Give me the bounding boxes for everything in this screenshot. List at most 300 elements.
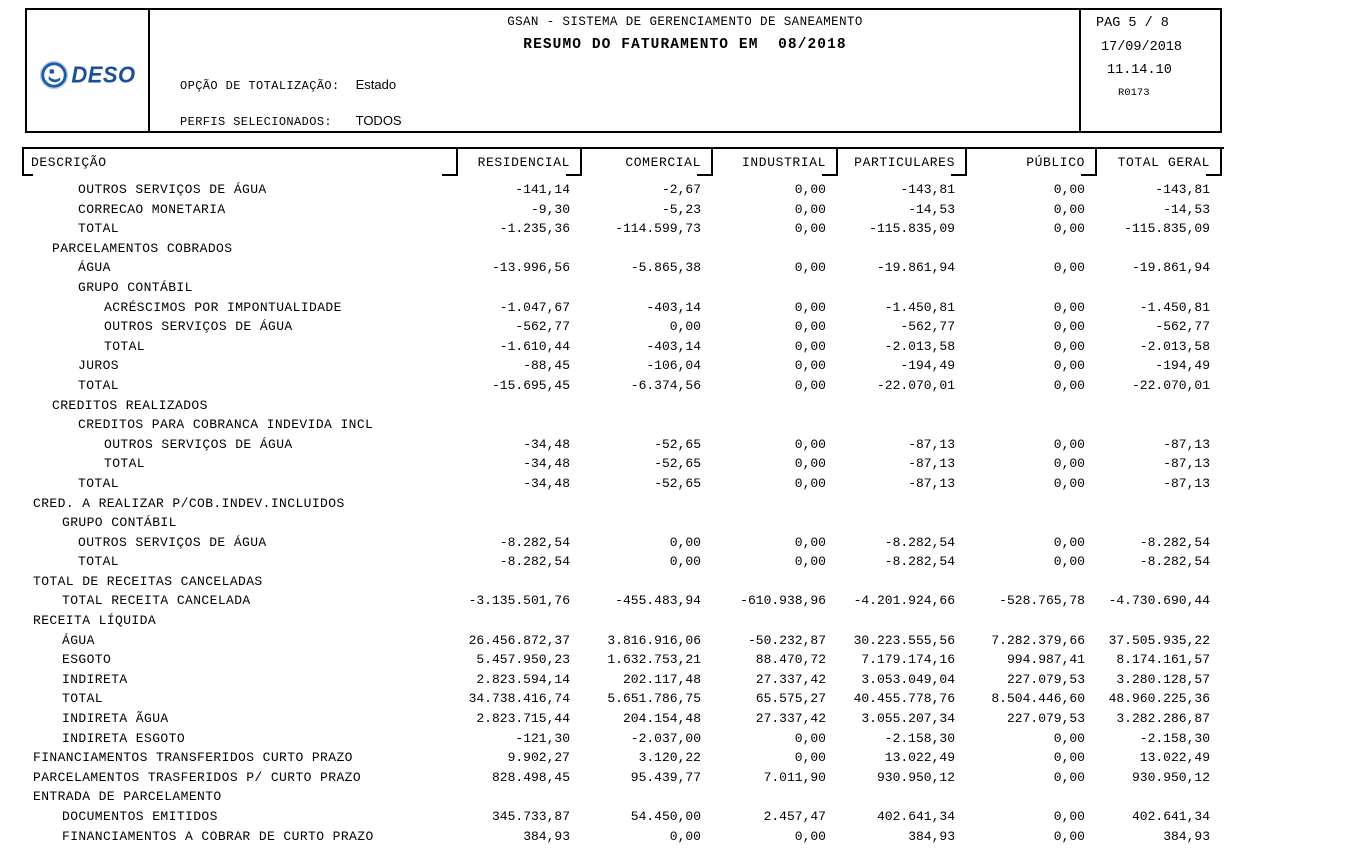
table-header: [22, 147, 1224, 180]
row-description: TOTAL: [104, 456, 146, 472]
table-row: [22, 200, 1224, 220]
row-value: 0,00: [1053, 456, 1085, 472]
row-value: -610.938,96: [740, 593, 826, 609]
table-row: [22, 396, 1224, 416]
row-value: 0,00: [1053, 299, 1085, 315]
row-value: [967, 415, 1097, 435]
row-value: [838, 611, 967, 631]
row-value: -115.835,09: [1124, 221, 1210, 237]
row-value: 3.053.049,04: [861, 671, 955, 687]
logo-box: [27, 10, 150, 131]
header-bracket: [22, 149, 33, 176]
row-value: 2.457,47: [763, 809, 826, 824]
row-value: -455.483,94: [615, 593, 701, 609]
row-value: -2.013,58: [1139, 338, 1210, 354]
row-value: -5,23: [661, 201, 701, 217]
row-value: 3.816.916,06: [607, 632, 701, 648]
row-value: -9,30: [530, 201, 570, 217]
row-value: -4.201.924,66: [853, 593, 955, 609]
row-description: OUTROS SERVIÇOS DE ÁGUA: [78, 534, 267, 550]
row-value: -114.599,73: [615, 221, 701, 237]
row-value: [967, 513, 1097, 533]
row-value: 0,00: [669, 319, 701, 335]
row-value: -87,13: [908, 436, 955, 452]
row-value: -106,04: [646, 358, 701, 374]
row-value: 0,00: [794, 475, 826, 491]
row-value: 0,00: [669, 554, 701, 570]
row-value: 0,00: [794, 201, 826, 217]
row-value: [713, 396, 838, 416]
row-value: 994.987,41: [1006, 652, 1085, 668]
table-row: [22, 729, 1224, 749]
row-value: -34,48: [523, 436, 570, 452]
row-value: -14,53: [1163, 201, 1210, 217]
row-value: [458, 239, 582, 259]
row-description: ACRÉSCIMOS POR IMPONTUALIDADE: [104, 299, 342, 315]
row-value: -19.861,94: [876, 260, 955, 276]
row-description: JUROS: [78, 358, 120, 374]
row-value: [967, 396, 1097, 416]
row-value: [582, 513, 713, 533]
row-value: [582, 787, 713, 807]
row-value: 37.505.935,22: [1108, 632, 1210, 648]
deso-logo-icon: [39, 60, 69, 90]
row-value: [458, 787, 582, 807]
row-value: 7.011,90: [763, 769, 826, 785]
row-value: -34,48: [523, 475, 570, 491]
row-value: 0,00: [794, 554, 826, 570]
row-value: -194,49: [900, 358, 955, 374]
row-value: -13.996,56: [491, 260, 570, 276]
row-value: -87,13: [908, 456, 955, 472]
row-description: ENTRADA DE PARCELAMENTO: [33, 789, 222, 805]
row-value: [1097, 396, 1222, 416]
header-bracket: [1081, 149, 1097, 176]
table-row: [22, 415, 1224, 435]
table-row: [22, 474, 1224, 494]
row-value: 5.651.786,75: [607, 691, 701, 707]
row-value: [458, 278, 582, 298]
row-value: [713, 611, 838, 631]
row-value: 0,00: [794, 182, 826, 197]
row-value: -141,14: [515, 182, 570, 197]
row-description: TOTAL DE RECEITAS CANCELADAS: [33, 573, 263, 589]
row-value: 930.950,12: [1131, 769, 1210, 785]
row-value: 65.575,27: [755, 691, 826, 707]
row-value: 8.504.446,60: [991, 691, 1085, 707]
row-value: -143,81: [900, 182, 955, 197]
row-value: 2.823.594,14: [476, 671, 570, 687]
row-value: 95.439,77: [630, 769, 701, 785]
column-header: PÚBLICO: [1026, 155, 1085, 170]
row-value: 204.154,48: [622, 711, 701, 727]
row-value: [967, 787, 1097, 807]
row-description: PARCELAMENTOS COBRADOS: [52, 240, 233, 256]
row-value: 0,00: [794, 358, 826, 374]
page-info-box: [1079, 10, 1220, 131]
row-value: [458, 611, 582, 631]
row-value: -52,65: [654, 436, 701, 452]
row-value: [1097, 239, 1222, 259]
row-value: [1097, 787, 1222, 807]
row-value: 0,00: [1053, 338, 1085, 354]
row-value: -8.282,54: [1139, 554, 1210, 570]
row-value: 0,00: [669, 828, 701, 844]
row-description: ÁGUA: [62, 632, 95, 648]
totalization-label: OPÇÃO DE TOTALIZAÇÃO:: [180, 79, 340, 93]
row-value: -1.047,67: [499, 299, 570, 315]
row-value: [582, 494, 713, 514]
row-value: 402.641,34: [876, 809, 955, 824]
row-value: [582, 278, 713, 298]
row-description: OUTROS SERVIÇOS DE ÁGUA: [78, 182, 267, 197]
row-value: -8.282,54: [499, 534, 570, 550]
row-description: DOCUMENTOS EMITIDOS: [62, 809, 218, 824]
page-number: PAG 5 / 8: [1096, 16, 1169, 31]
row-value: -562,77: [1155, 319, 1210, 335]
table-row: [22, 317, 1224, 337]
row-value: [967, 494, 1097, 514]
column-header: PARTICULARES: [854, 155, 955, 170]
row-value: -87,13: [908, 475, 955, 491]
row-value: [967, 572, 1097, 592]
table-row: [22, 239, 1224, 259]
row-description: TOTAL RECEITA CANCELADA: [62, 593, 251, 609]
row-description: GRUPO CONTÁBIL: [62, 515, 177, 531]
row-value: 0,00: [794, 319, 826, 335]
row-value: 30.223.555,56: [853, 632, 955, 648]
row-description: ESGOTO: [62, 652, 112, 668]
system-title: GSAN - SISTEMA DE GERENCIAMENTO DE SANEAMENTO: [507, 15, 863, 29]
table-row: [22, 689, 1224, 709]
row-value: 0,00: [669, 534, 701, 550]
row-description: TOTAL: [62, 691, 104, 707]
row-value: 345.733,87: [491, 809, 570, 824]
table-row: [22, 552, 1224, 572]
row-value: 0,00: [1053, 828, 1085, 844]
row-value: -87,13: [1163, 456, 1210, 472]
row-value: 0,00: [794, 377, 826, 393]
row-value: 48.960.225,36: [1108, 691, 1210, 707]
row-value: 3.280.128,57: [1116, 671, 1210, 687]
row-description: TOTAL: [104, 338, 146, 354]
row-description: OUTROS SERVIÇOS DE ÁGUA: [104, 436, 293, 452]
table-row: [22, 180, 1224, 200]
row-description: CORRECAO MONETARIA: [78, 201, 226, 217]
row-value: [838, 494, 967, 514]
table-row: [22, 807, 1224, 827]
row-value: -8.282,54: [884, 534, 955, 550]
row-value: [1097, 572, 1222, 592]
row-value: 3.120,22: [638, 750, 701, 766]
row-value: [582, 611, 713, 631]
row-value: -22.070,01: [876, 377, 955, 393]
row-description: TOTAL: [78, 554, 120, 570]
profiles-value: TODOS: [355, 113, 402, 128]
row-value: 27.337,42: [755, 711, 826, 727]
header-bracket: [951, 149, 967, 176]
column-header: INDUSTRIAL: [741, 155, 826, 170]
row-value: 3.282.286,87: [1116, 711, 1210, 727]
row-value: -403,14: [646, 338, 701, 354]
row-value: -1.235,36: [499, 221, 570, 237]
row-value: [582, 396, 713, 416]
row-value: -2.158,30: [1139, 730, 1210, 746]
row-value: [713, 415, 838, 435]
row-value: 0,00: [1053, 182, 1085, 197]
row-value: -2,67: [661, 182, 701, 197]
table-row: [22, 650, 1224, 670]
table-row: [22, 454, 1224, 474]
report-header: [25, 8, 1222, 133]
row-description: CREDITOS REALIZADOS: [52, 397, 208, 413]
row-value: [838, 572, 967, 592]
row-value: 0,00: [1053, 769, 1085, 785]
deso-logo: [39, 60, 135, 90]
row-value: [838, 278, 967, 298]
row-value: 0,00: [794, 221, 826, 237]
row-value: [582, 415, 713, 435]
row-description: FINANCIAMENTOS A COBRAR DE CURTO PRAZO: [62, 828, 374, 844]
column-header: TOTAL GERAL: [1117, 155, 1210, 170]
billing-summary-table: [22, 147, 1224, 846]
row-value: [967, 611, 1097, 631]
row-value: -143,81: [1155, 182, 1210, 197]
table-row: [22, 768, 1224, 788]
row-value: -22.070,01: [1131, 377, 1210, 393]
row-value: -8.282,54: [499, 554, 570, 570]
row-value: 0,00: [794, 436, 826, 452]
row-value: -52,65: [654, 475, 701, 491]
row-value: -50.232,87: [747, 632, 826, 648]
row-value: -5.865,38: [630, 260, 701, 276]
row-value: -87,13: [1163, 475, 1210, 491]
row-value: 0,00: [794, 260, 826, 276]
table-row: [22, 709, 1224, 729]
row-value: -88,45: [523, 358, 570, 374]
row-value: 5.457.950,23: [476, 652, 570, 668]
row-value: 54.450,00: [630, 809, 701, 824]
column-header: DESCRIÇÃO: [31, 155, 107, 170]
table-row: [22, 278, 1224, 298]
row-value: 0,00: [1053, 436, 1085, 452]
row-value: 88.470,72: [755, 652, 826, 668]
table-header-row: [22, 149, 1224, 178]
row-value: 0,00: [794, 828, 826, 844]
row-value: [1097, 415, 1222, 435]
row-value: 227.079,53: [1006, 711, 1085, 727]
row-value: [713, 239, 838, 259]
row-value: -19.861,94: [1131, 260, 1210, 276]
row-value: 0,00: [1053, 809, 1085, 824]
row-value: 0,00: [1053, 534, 1085, 550]
row-description: GRUPO CONTÁBIL: [78, 279, 193, 295]
row-value: -403,14: [646, 299, 701, 315]
row-value: [582, 239, 713, 259]
row-value: -121,30: [515, 730, 570, 746]
table-row: [22, 513, 1224, 533]
row-value: 0,00: [1053, 201, 1085, 217]
row-value: [582, 572, 713, 592]
row-value: 0,00: [794, 730, 826, 746]
header-center: [150, 10, 1220, 131]
row-description: CREDITOS PARA COBRANCA INDEVIDA INCL: [78, 417, 374, 433]
row-value: [1097, 513, 1222, 533]
row-value: 384,93: [908, 828, 955, 844]
report-code: R0173: [1118, 87, 1150, 99]
header-bracket: [442, 149, 458, 176]
deso-logo-text: DESO: [71, 60, 136, 88]
row-value: 0,00: [794, 299, 826, 315]
table-row: [22, 572, 1224, 592]
row-value: 0,00: [1053, 221, 1085, 237]
row-value: 34.738.416,74: [468, 691, 570, 707]
row-value: [458, 513, 582, 533]
row-value: [458, 396, 582, 416]
column-header: RESIDENCIAL: [477, 155, 570, 170]
row-value: -4.730.690,44: [1108, 593, 1210, 609]
row-value: [713, 278, 838, 298]
row-value: 227.079,53: [1006, 671, 1085, 687]
table-row: [22, 376, 1224, 396]
table-row: [22, 258, 1224, 278]
row-value: [838, 396, 967, 416]
row-value: [458, 572, 582, 592]
row-value: 402.641,34: [1131, 809, 1210, 824]
totalization-param: [180, 76, 396, 94]
table-row: [22, 219, 1224, 239]
row-value: 0,00: [794, 456, 826, 472]
header-bracket: [1206, 149, 1222, 176]
row-value: [838, 239, 967, 259]
row-description: OUTROS SERVIÇOS DE ÁGUA: [104, 319, 293, 335]
row-value: [1097, 611, 1222, 631]
row-value: 0,00: [1053, 750, 1085, 766]
row-value: 26.456.872,37: [468, 632, 570, 648]
row-value: 27.337,42: [755, 671, 826, 687]
row-value: -8.282,54: [1139, 534, 1210, 550]
row-value: 0,00: [1053, 358, 1085, 374]
row-value: 13.022,49: [884, 750, 955, 766]
row-value: 7.282.379,66: [991, 632, 1085, 648]
header-bracket: [697, 149, 713, 176]
table-row: [22, 494, 1224, 514]
row-value: 1.632.753,21: [607, 652, 701, 668]
row-value: 3.055.207,34: [861, 711, 955, 727]
row-value: 9.902,27: [507, 750, 570, 766]
table-row: [22, 787, 1224, 807]
table-row: [22, 631, 1224, 651]
row-value: -1.450,81: [1139, 299, 1210, 315]
row-value: -15.695,45: [491, 377, 570, 393]
row-value: [838, 513, 967, 533]
row-value: 202.117,48: [622, 671, 701, 687]
row-value: -14,53: [908, 201, 955, 217]
row-description: INDIRETA: [62, 671, 128, 687]
row-value: -8.282,54: [884, 554, 955, 570]
row-description: INDIRETA ESGOTO: [62, 730, 186, 746]
header-bracket: [822, 149, 838, 176]
row-value: 0,00: [1053, 730, 1085, 746]
row-value: -34,48: [523, 456, 570, 472]
row-value: [1097, 278, 1222, 298]
row-description: TOTAL: [78, 377, 120, 393]
profiles-label: PERFIS SELECIONADOS:: [180, 115, 333, 129]
row-value: 0,00: [1053, 475, 1085, 491]
row-value: 8.174.161,57: [1116, 652, 1210, 668]
row-value: -3.135.501,76: [468, 593, 570, 609]
row-value: -562,77: [900, 319, 955, 335]
report-title: RESUMO DO FATURAMENTO EM 08/2018: [523, 37, 847, 53]
row-value: 384,93: [523, 828, 570, 844]
row-value: [713, 572, 838, 592]
row-value: -6.374,56: [630, 377, 701, 393]
table-row: [22, 356, 1224, 376]
row-value: 0,00: [1053, 377, 1085, 393]
row-value: -2.013,58: [884, 338, 955, 354]
row-description: RECEITA LÍQUIDA: [33, 613, 157, 629]
row-value: [713, 787, 838, 807]
row-description: FINANCIAMENTOS TRANSFERIDOS CURTO PRAZO: [33, 750, 353, 766]
row-description: ÁGUA: [78, 260, 111, 276]
row-value: -1.450,81: [884, 299, 955, 315]
table-row: [22, 435, 1224, 455]
table-row: [22, 337, 1224, 357]
row-value: 0,00: [794, 534, 826, 550]
row-value: [458, 415, 582, 435]
totalization-value: Estado: [355, 77, 397, 92]
row-value: -115.835,09: [869, 221, 955, 237]
row-value: 40.455.778,76: [853, 691, 955, 707]
row-description: PARCELAMENTOS TRASFERIDOS P/ CURTO PRAZO: [33, 769, 362, 785]
row-description: CRED. A REALIZAR P/COB.INDEV.INCLUIDOS: [33, 495, 345, 511]
row-value: 0,00: [1053, 319, 1085, 335]
row-value: -2.158,30: [884, 730, 955, 746]
row-value: 930.950,12: [876, 769, 955, 785]
row-description: INDIRETA ÃGUA: [62, 711, 169, 727]
row-value: 0,00: [1053, 260, 1085, 276]
row-value: [838, 787, 967, 807]
row-value: 828.498,45: [491, 769, 570, 785]
row-value: 2.823.715,44: [476, 711, 570, 727]
header-bracket: [566, 149, 582, 176]
row-value: 13.022,49: [1139, 750, 1210, 766]
row-value: -2.037,00: [630, 730, 701, 746]
row-value: [838, 415, 967, 435]
table-body: [22, 180, 1224, 846]
row-value: [458, 494, 582, 514]
row-value: 384,93: [1163, 828, 1210, 844]
table-row: [22, 670, 1224, 690]
row-value: -52,65: [654, 456, 701, 472]
row-value: [1097, 494, 1222, 514]
table-row: [22, 748, 1224, 768]
row-value: [967, 278, 1097, 298]
table-row: [22, 827, 1224, 847]
report-date: 17/09/2018: [1101, 40, 1183, 55]
row-description: TOTAL: [78, 475, 120, 491]
row-value: 0,00: [1053, 554, 1085, 570]
table-row: [22, 533, 1224, 553]
row-value: [713, 513, 838, 533]
row-value: [967, 239, 1097, 259]
row-value: 0,00: [794, 750, 826, 766]
row-value: 0,00: [794, 338, 826, 354]
column-header: COMERCIAL: [625, 155, 701, 170]
row-value: -528.765,78: [999, 593, 1085, 609]
row-value: -194,49: [1155, 358, 1210, 374]
table-row: [22, 298, 1224, 318]
